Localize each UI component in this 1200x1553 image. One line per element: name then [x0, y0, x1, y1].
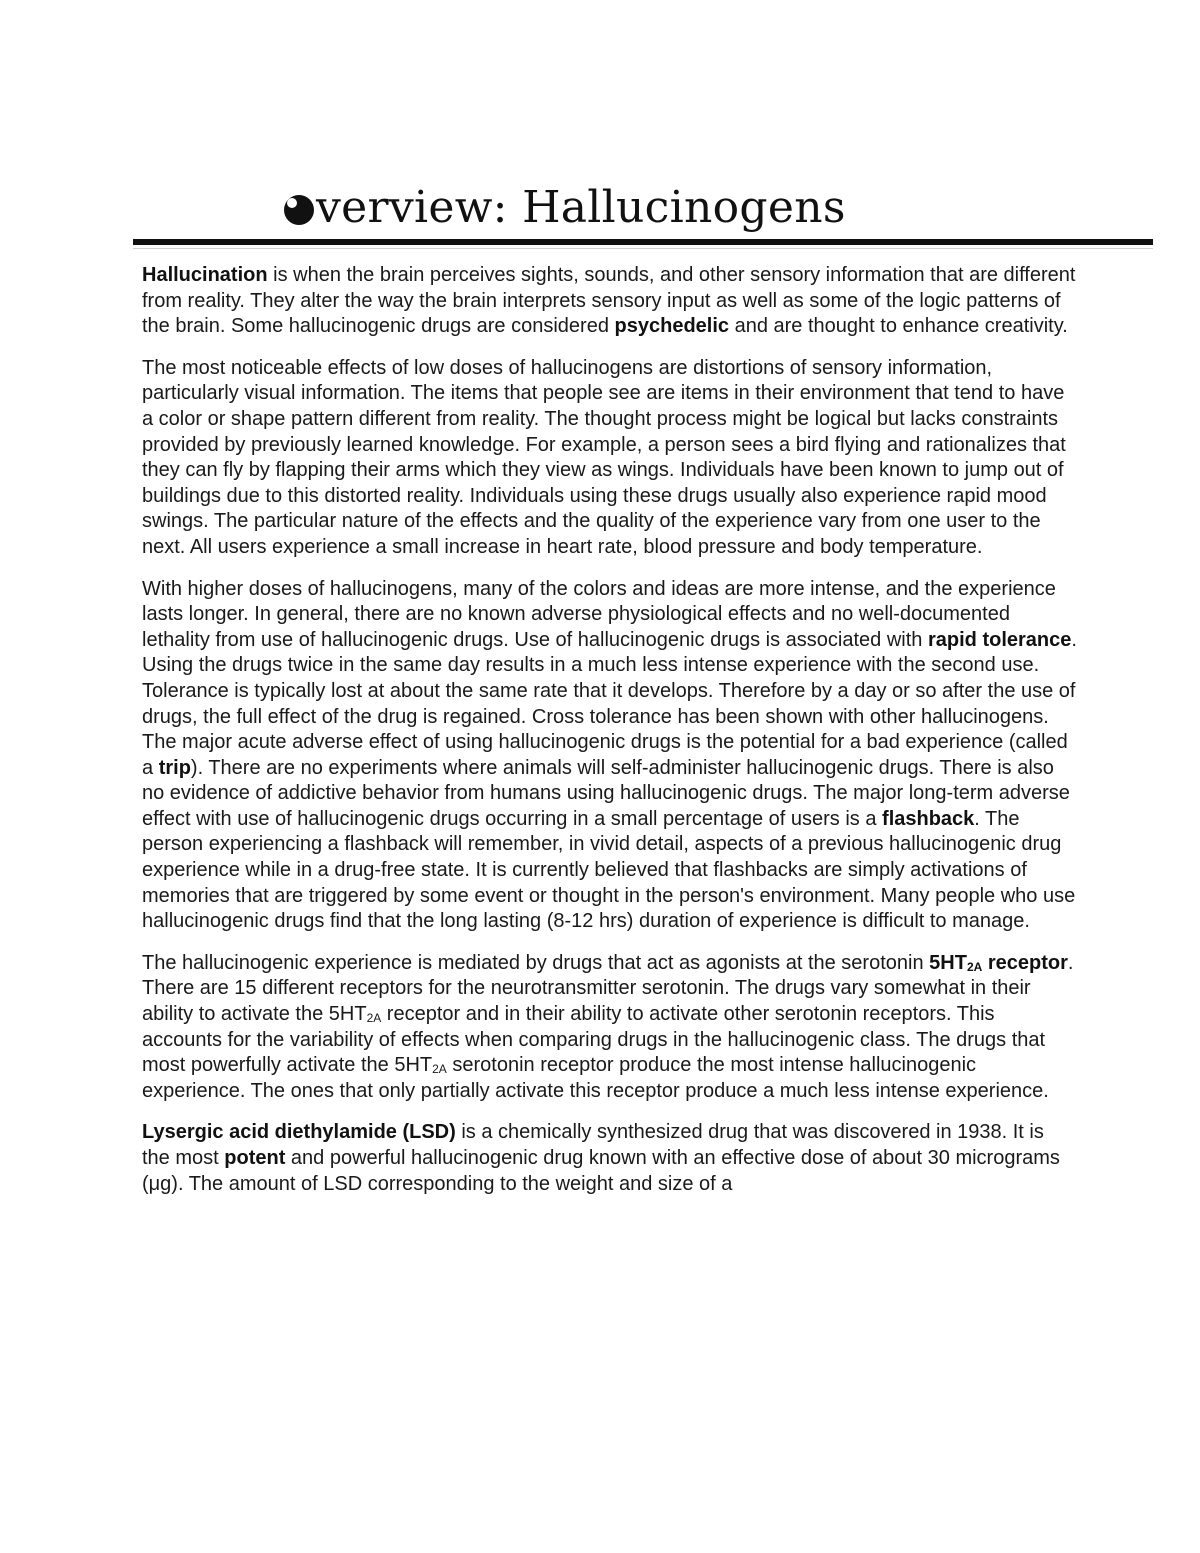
term-rapid-tolerance: rapid tolerance — [927, 628, 1072, 651]
term-trip: trip — [158, 756, 191, 779]
paragraph-hallucination: Hallucination is when the brain perceives sights, sounds, and other sensory information that are different from reality. They alter the way the brain interprets sensory input as well as some of the logic patterns of the brain. Some hallucinogenic drugs are considered psychedelic and are thought to enhance creativity. — [142, 264, 1076, 338]
paragraph-low-doses: The most noticeable effects of low doses of hallucinogens are distortions of sensory information, particularly visual information. The items that people see are items in their environment that tend to have a color or shape pattern different from reality. The thought process might be logical but lacks constraints provided by previously learned knowledge. For example, a person sees a bird flying and rationalizes that they can fly by flapping their arms which they view as wings. Individuals have been known to jump out of buildings due to this distorted reality. Individuals using these drugs usually also experience rapid mood swings. The particular nature of the effects and the quality of the experience vary from one user to the next. All users experience a small increase in heart rate, blood pressure and body temperature. — [142, 356, 1066, 558]
bullet-o-icon — [284, 195, 314, 225]
document-body — [142, 263, 1077, 1213]
term-lsd: Lysergic acid diethylamide (LSD) — [142, 1121, 456, 1144]
term-flashback: flashback — [882, 807, 975, 830]
page-title-text: verview: Hallucinogens — [316, 182, 846, 233]
paragraph-lsd: Lysergic acid diethylamide (LSD) is a chemically synthesized drug that was discovered in 1938. It is the most potent and powerful hallucinogenic drug known with an effective dose of about 30 micrograms (μg). The amount of LSD corresponding to the weight and size of a — [142, 1121, 1060, 1195]
page-title — [284, 178, 846, 238]
term-potent: potent — [224, 1147, 286, 1169]
title-divider — [133, 239, 1153, 245]
term-hallucination: Hallucination — [142, 264, 268, 286]
term-psychedelic: psychedelic — [614, 315, 730, 338]
term-5ht2a-receptor: 5HT2A receptor — [929, 951, 1068, 974]
paragraph-higher-doses: With higher doses of hallucinogens, many of the colors and ideas are more intense, and the experience lasts longer. In general, there are no known adverse physiological effects and no well-documented lethality from use of hallucinogenic drugs. Use of hallucinogenic drugs is associated with rapid tolerance. Using the drugs twice in the same day results in a much less intense experience with the second use. Tolerance is typically lost at about the same rate that it develops. Therefore by a day or so after the use of drugs, the full effect of the drug is regained. Cross tolerance has been shown with other hallucinogens. The major acute adverse effect of using hallucinogenic drugs is the potential for a bad experience (called a trip). There are no experiments where animals will self-administer hallucinogenic drugs. There is also no evidence of addictive behavior from humans using hallucinogenic drugs. The major long-term adverse effect with use of hallucinogenic drugs occurring in a small percentage of users is a flashback. The person experiencing a flashback will remember, in vivid detail, aspects of a previous hallucinogenic drug experience while in a drug-free state. It is currently believed that flashbacks are simply activations of memories that are triggered by some event or thought in the person's environment. Many people who use hallucinogenic drugs find that the long lasting (8-12 hrs) duration of experience is difficult to manage. — [142, 577, 1077, 933]
paragraph-serotonin: The hallucinogenic experience is mediated by drugs that act as agonists at the serotonin 5HT2A receptor. There are 15 different receptors for the neurotransmitter serotonin. The drugs vary somewhat in their ability to activate the 5HT2A receptor and in their ability to activate other serotonin receptors. This accounts for the variability of effects when comparing drugs in the hallucinogenic class. The drugs that most powerfully activate the 5HT2A serotonin receptor produce the most intense hallucinogenic experience. The ones that only partially activate this receptor produce a much less intense experience. — [142, 951, 1074, 1102]
